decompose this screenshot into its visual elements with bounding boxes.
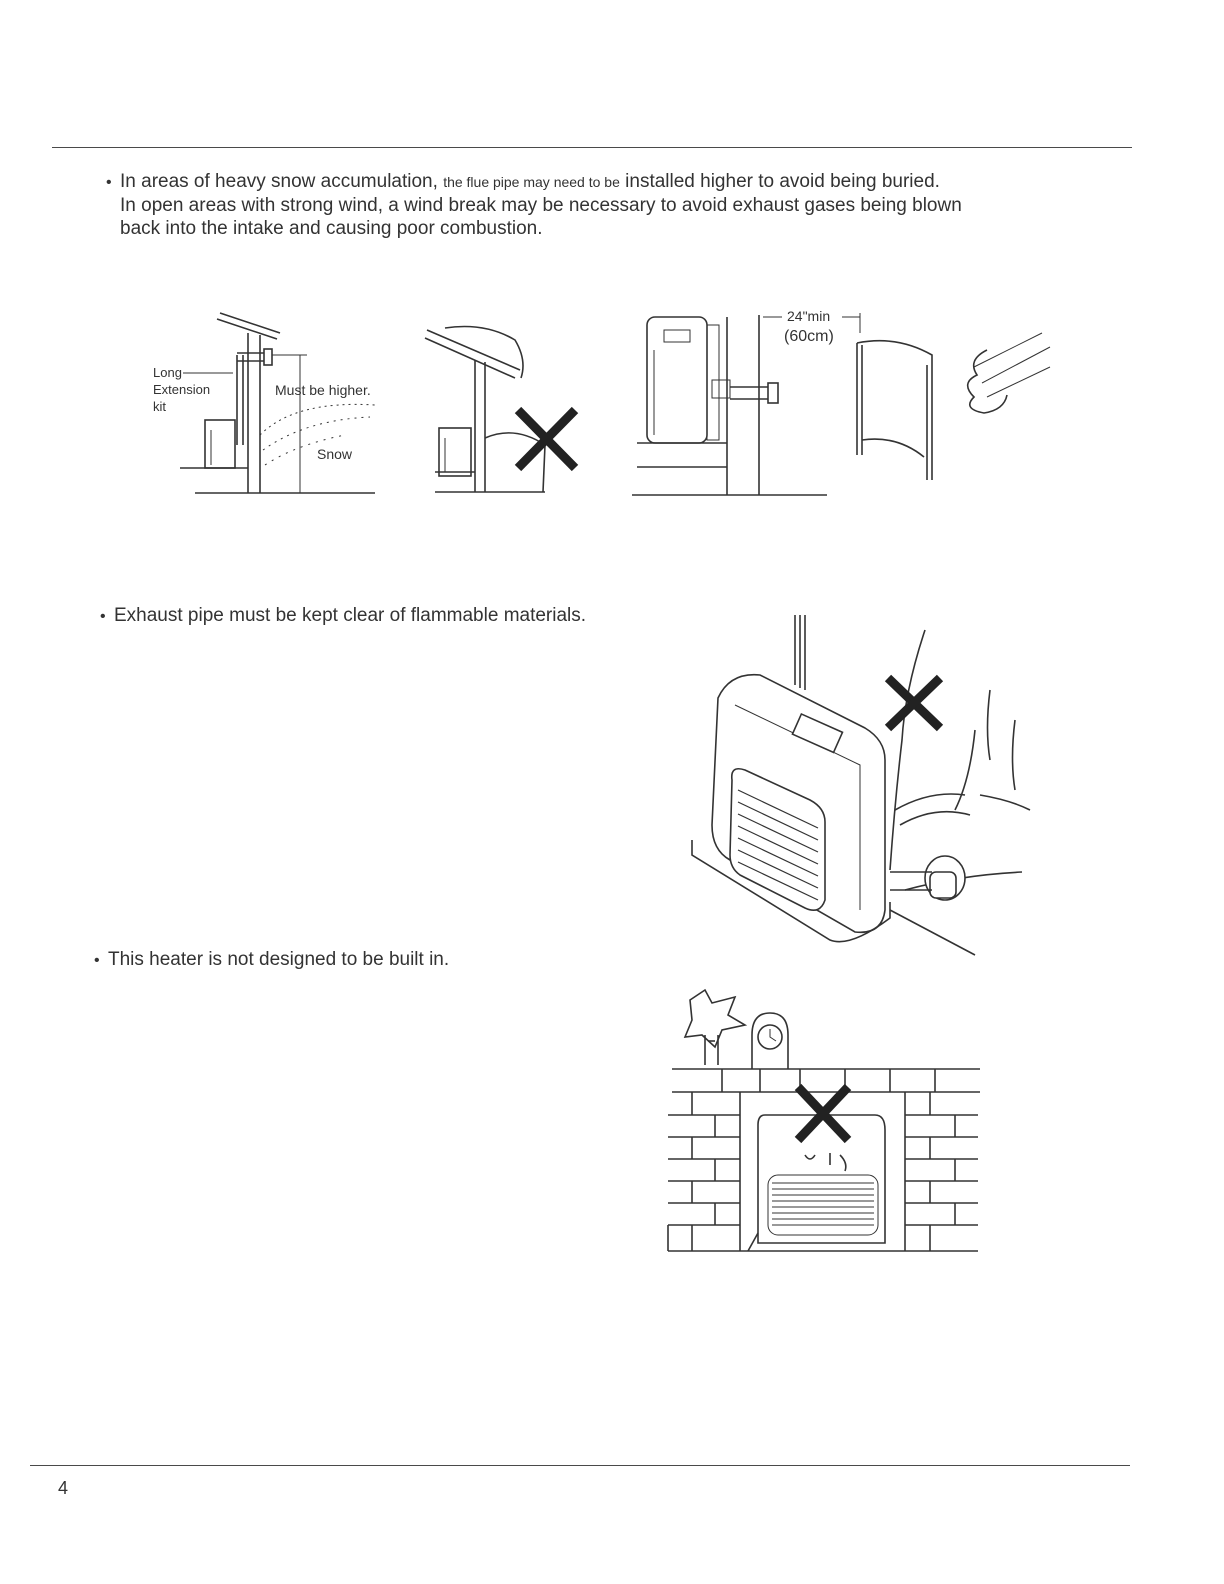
page-number: 4 [58,1478,69,1498]
bullet-dot: • [106,174,112,191]
bullet-built-in: • This heater is not designed to be built in. [94,949,450,970]
bullet-dot: • [94,952,100,969]
buried-pipe-figure [425,320,595,500]
built-in-fireplace-figure [660,985,985,1260]
bullet-snow-wind [106,170,1106,240]
wind-icon [968,333,1050,413]
label-kit: kit [153,399,166,414]
label-extension: Extension [153,382,211,397]
prohibited-x-icon [888,678,940,728]
prohibited-x-icon [798,1087,848,1140]
label-long: Long [153,365,182,380]
label-distance-metric: (60cm) [784,328,834,345]
windbreak-figure [632,305,1062,505]
bullet-flammable: • Exhaust pipe must be kept clear of flammable materials. [100,605,587,626]
bullet-line-1: • In areas of heavy snow accumulation, the flue pipe may need to be installed higher to avoid being buried. [106,171,940,192]
snow-extension-figure [145,305,395,505]
clock-icon [752,1013,788,1069]
label-distance: 24"min [787,308,831,324]
label-snow: Snow [317,446,353,462]
flower-vase-icon [685,990,745,1065]
label-must-be-higher: Must be higher. [275,382,371,398]
bullet-line-3: back into the intake and causing poor combustion. [120,218,543,239]
bottom-rule [30,1465,1130,1466]
flammable-curtain-figure [690,610,1035,960]
bullet-line-2: In open areas with strong wind, a wind break may be necessary to avoid exhaust gases being blown [120,195,962,216]
prohibited-x-icon [518,410,575,468]
top-rule [52,147,1132,148]
bullet-dot: • [100,608,106,625]
